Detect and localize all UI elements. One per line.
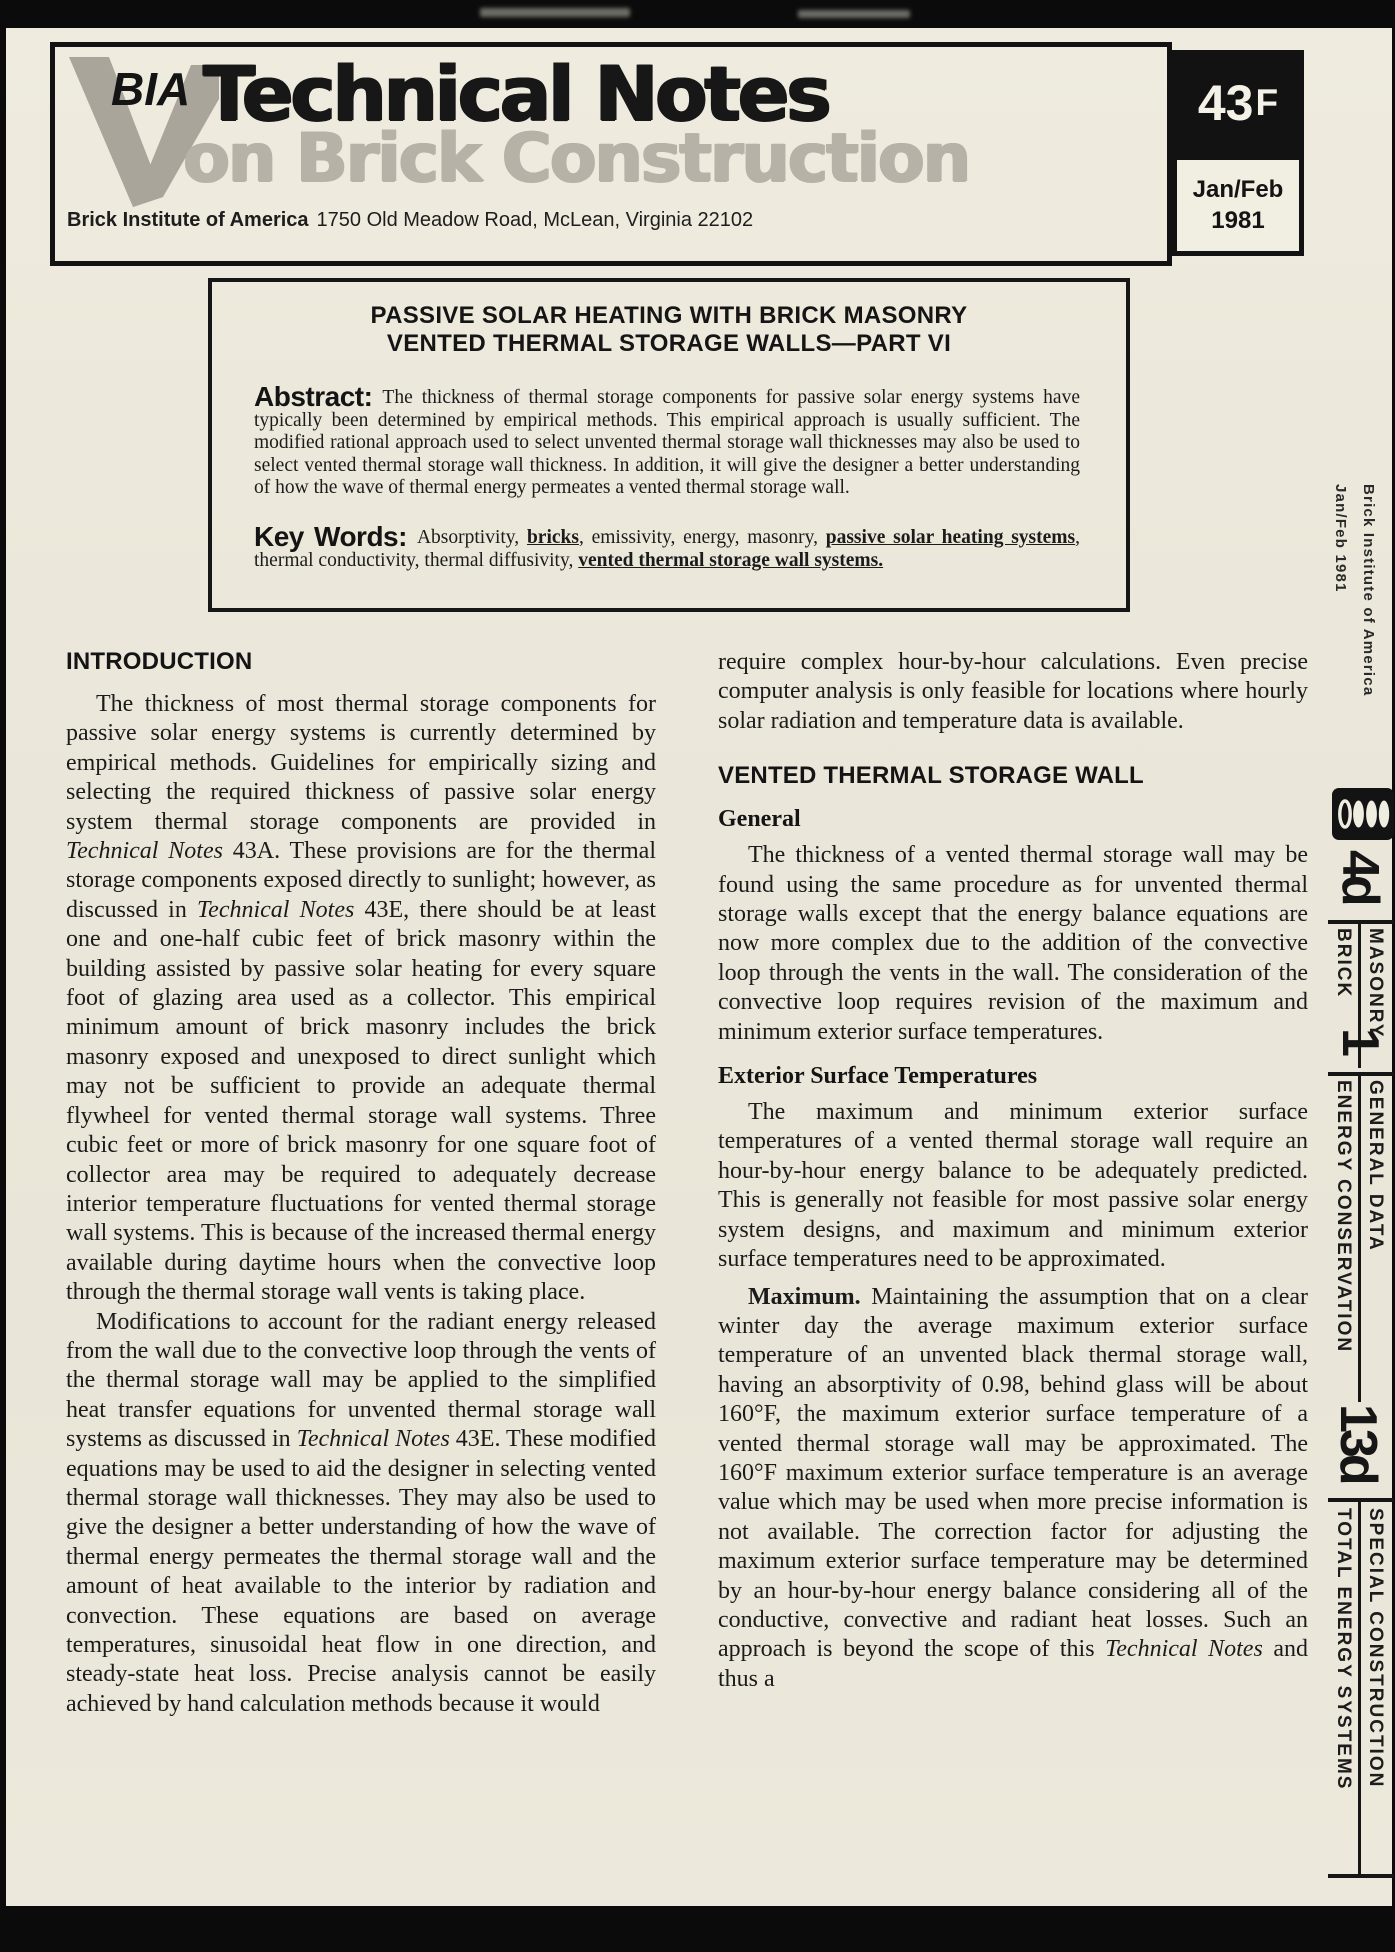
sidebar-divider — [1328, 1874, 1394, 1878]
masthead-box — [50, 42, 1172, 266]
sidebar-imprint — [1326, 484, 1382, 696]
classification-label-total-energy-systems: TOTAL ENERGY SYSTEMS — [1333, 1508, 1354, 1791]
issue-date-box — [1172, 155, 1304, 256]
vented-wall-heading: VENTED THERMAL STORAGE WALL — [718, 762, 1144, 790]
abstract-paragraph — [254, 381, 1080, 500]
classification-label-masonry: MASONRY — [1365, 928, 1386, 1039]
maximum-paragraph: Maximum. Maintaining the assumption that on a clear winter day the average maximum exterior surface temperature of an unvented black thermal storage wall, having an absorptivity of 0.98, behind glass will be about 160°F, the maximum exterior surface temperature of a vented thermal storage wall may be approximated. The 160°F maximum exterior surface temperature is an average value which may be used when more precise information is not available. The correction factor for adjusting the maximum exterior surface temperature may be determined by an hour-by-hour energy balance considering all of the conductive, convective and radiant heat losses. Such an approach is beyond the scope of this Technical Notes and thus a — [718, 1283, 1309, 1692]
paper-sheet — [6, 28, 1392, 1906]
general-subheading: General — [718, 806, 801, 833]
classification-label-energy-conservation: ENERGY CONSERVATION — [1333, 1080, 1354, 1354]
bia-logo-text: BIA — [111, 63, 191, 115]
right-column — [718, 648, 1308, 1694]
sidebar-divider — [1358, 1498, 1361, 1874]
exterior-temps-subheading: Exterior Surface Temperatures — [718, 1063, 1038, 1090]
sidebar-divider — [1358, 1072, 1361, 1402]
scan-artifact — [798, 10, 910, 18]
classification-label-special-construction: SPECIAL CONSTRUCTION — [1365, 1508, 1386, 1789]
classification-code-1: 1 — [1331, 1028, 1389, 1053]
publisher-name: Brick Institute of America — [67, 209, 309, 231]
keywords-text: Absorptivity, bricks, emissivity, energy, masonry, passive solar heating systems, thermal conductivity, thermal diffusivity, vented thermal storage wall systems. — [254, 526, 1080, 571]
document-title-line2: VENTED THERMAL STORAGE WALLS—PART VI — [386, 330, 952, 357]
exterior-temps-paragraph: The maximum and minimum exterior surface temperatures of a vented thermal storage wall require an hour-by-hour energy balance to be adequately predicted. This is generally not feasible for most passive solar energy system designs, and maximum and minimum exterior surface temperatures need to be approximated. — [718, 1099, 1308, 1273]
keywords-paragraph — [254, 520, 1080, 572]
issue-number-badge — [1172, 50, 1304, 155]
abstract-box — [208, 278, 1130, 612]
sidebar-date-line: Jan/Feb 1981 — [1332, 484, 1349, 593]
document-title — [212, 302, 1126, 358]
intro-paragraph-1: The thickness of most thermal storage components for passive solar energy systems is currently determined by empirical methods. Guidelines for empirically sizing and selecting the required thickness of passive solar energy system thermal storage components are provided in Technical Notes 43A. These provisions are for the thermal storage components exposed directly to sunlight; however, as discussed in Technical Notes 43E, there should be at least one and one-half cubic feet of brick masonry within the building assisted by passive solar heating for every square foot of glazing area used as a collector. This empirical minimum amount of brick masonry includes the brick masonry exposed and unexposed to direct sunlight which may not be sufficient to provide an adequate thermal flywheel for vented thermal storage wall systems. Three cubic feet or more of brick masonry for one square foot of collector area may be required to adequately decrease interior temperature fluctuations for vented thermal storage wall systems. This is because of the increased thermal energy available during daytime hours when the convective loop through the thermal storage wall vents is taking place. — [66, 691, 656, 1306]
left-column — [66, 648, 656, 1719]
masthead-subtitle: on Brick Construction — [183, 119, 969, 198]
classification-label-general-data: GENERAL DATA — [1365, 1080, 1386, 1252]
abstract-label: Abstract: — [254, 381, 373, 412]
issue-number: 43 — [1197, 74, 1254, 131]
sidebar-divider — [1328, 1498, 1394, 1502]
masthead-title: Technical Notes — [203, 49, 829, 138]
scan-artifact — [480, 8, 630, 17]
publisher-line — [67, 209, 753, 232]
sidebar-divider — [1328, 1072, 1394, 1076]
sidebar-divider — [1328, 920, 1394, 924]
classification-code-4d: 4d — [1331, 850, 1389, 903]
publisher-address: 1750 Old Meadow Road, McLean, Virginia 22102 — [316, 209, 754, 231]
general-paragraph: The thickness of a vented thermal storage wall may be found using the same procedure as for unvented thermal storage walls except that the energy balance equations are now more complex due to the addition of the convective loop through the vents in the wall. The consideration of the convective loop requires revision of the maximum and minimum exterior surface temperatures. — [718, 842, 1308, 1045]
issue-suffix: F — [1255, 82, 1279, 123]
sidebar-institute-line: Brick Institute of America — [1360, 484, 1377, 697]
document-title-line1: PASSIVE SOLAR HEATING WITH BRICK MASONRY — [370, 302, 968, 329]
abstract-text: The thickness of thermal storage components for passive solar energy systems have typically been determined by empirical methods. This empirical approach is usually sufficient. The modified rational approach used to select unvented thermal storage wall thicknesses may also be used to select vented thermal storage wall thickness. In addition, it will give the designer a better understanding of how the wave of thermal energy permeates a vented thermal storage wall. — [254, 387, 1080, 499]
classification-code-13d: 13d — [1329, 1404, 1387, 1482]
issue-date-month: Jan/Feb — [1192, 176, 1284, 203]
brick-cores-icon — [1332, 788, 1394, 840]
continuation-paragraph: require complex hour-by-hour calculations. Even precise computer analysis is only feasible for locations where hourly solar radiation and temperature data is available. — [718, 649, 1308, 734]
issue-date-year: 1981 — [1211, 207, 1265, 234]
keywords-label: Key Words: — [254, 520, 407, 552]
intro-paragraph-2: Modifications to account for the radiant energy released from the wall due to the convective loop through the vents of the thermal storage wall may be applied to the simplified heat transfer equations for unvented thermal storage wall systems as discussed in Technical Notes 43E. These modified equations may be used to aid the designer in selecting vented thermal storage wall thicknesses. They may also be used to give the designer a better understanding of how the wave of thermal energy permeates the thermal storage wall and the amount of heat available to the interior by radiation and convection. These equations are based on average temperatures, sinusoidal heat flow in one direction, and steady-state heat loss. Precise analysis cannot be easily achieved by hand calculation methods because it would — [66, 1308, 656, 1717]
classification-label-brick: BRICK — [1333, 928, 1354, 999]
introduction-heading: INTRODUCTION — [66, 648, 253, 675]
